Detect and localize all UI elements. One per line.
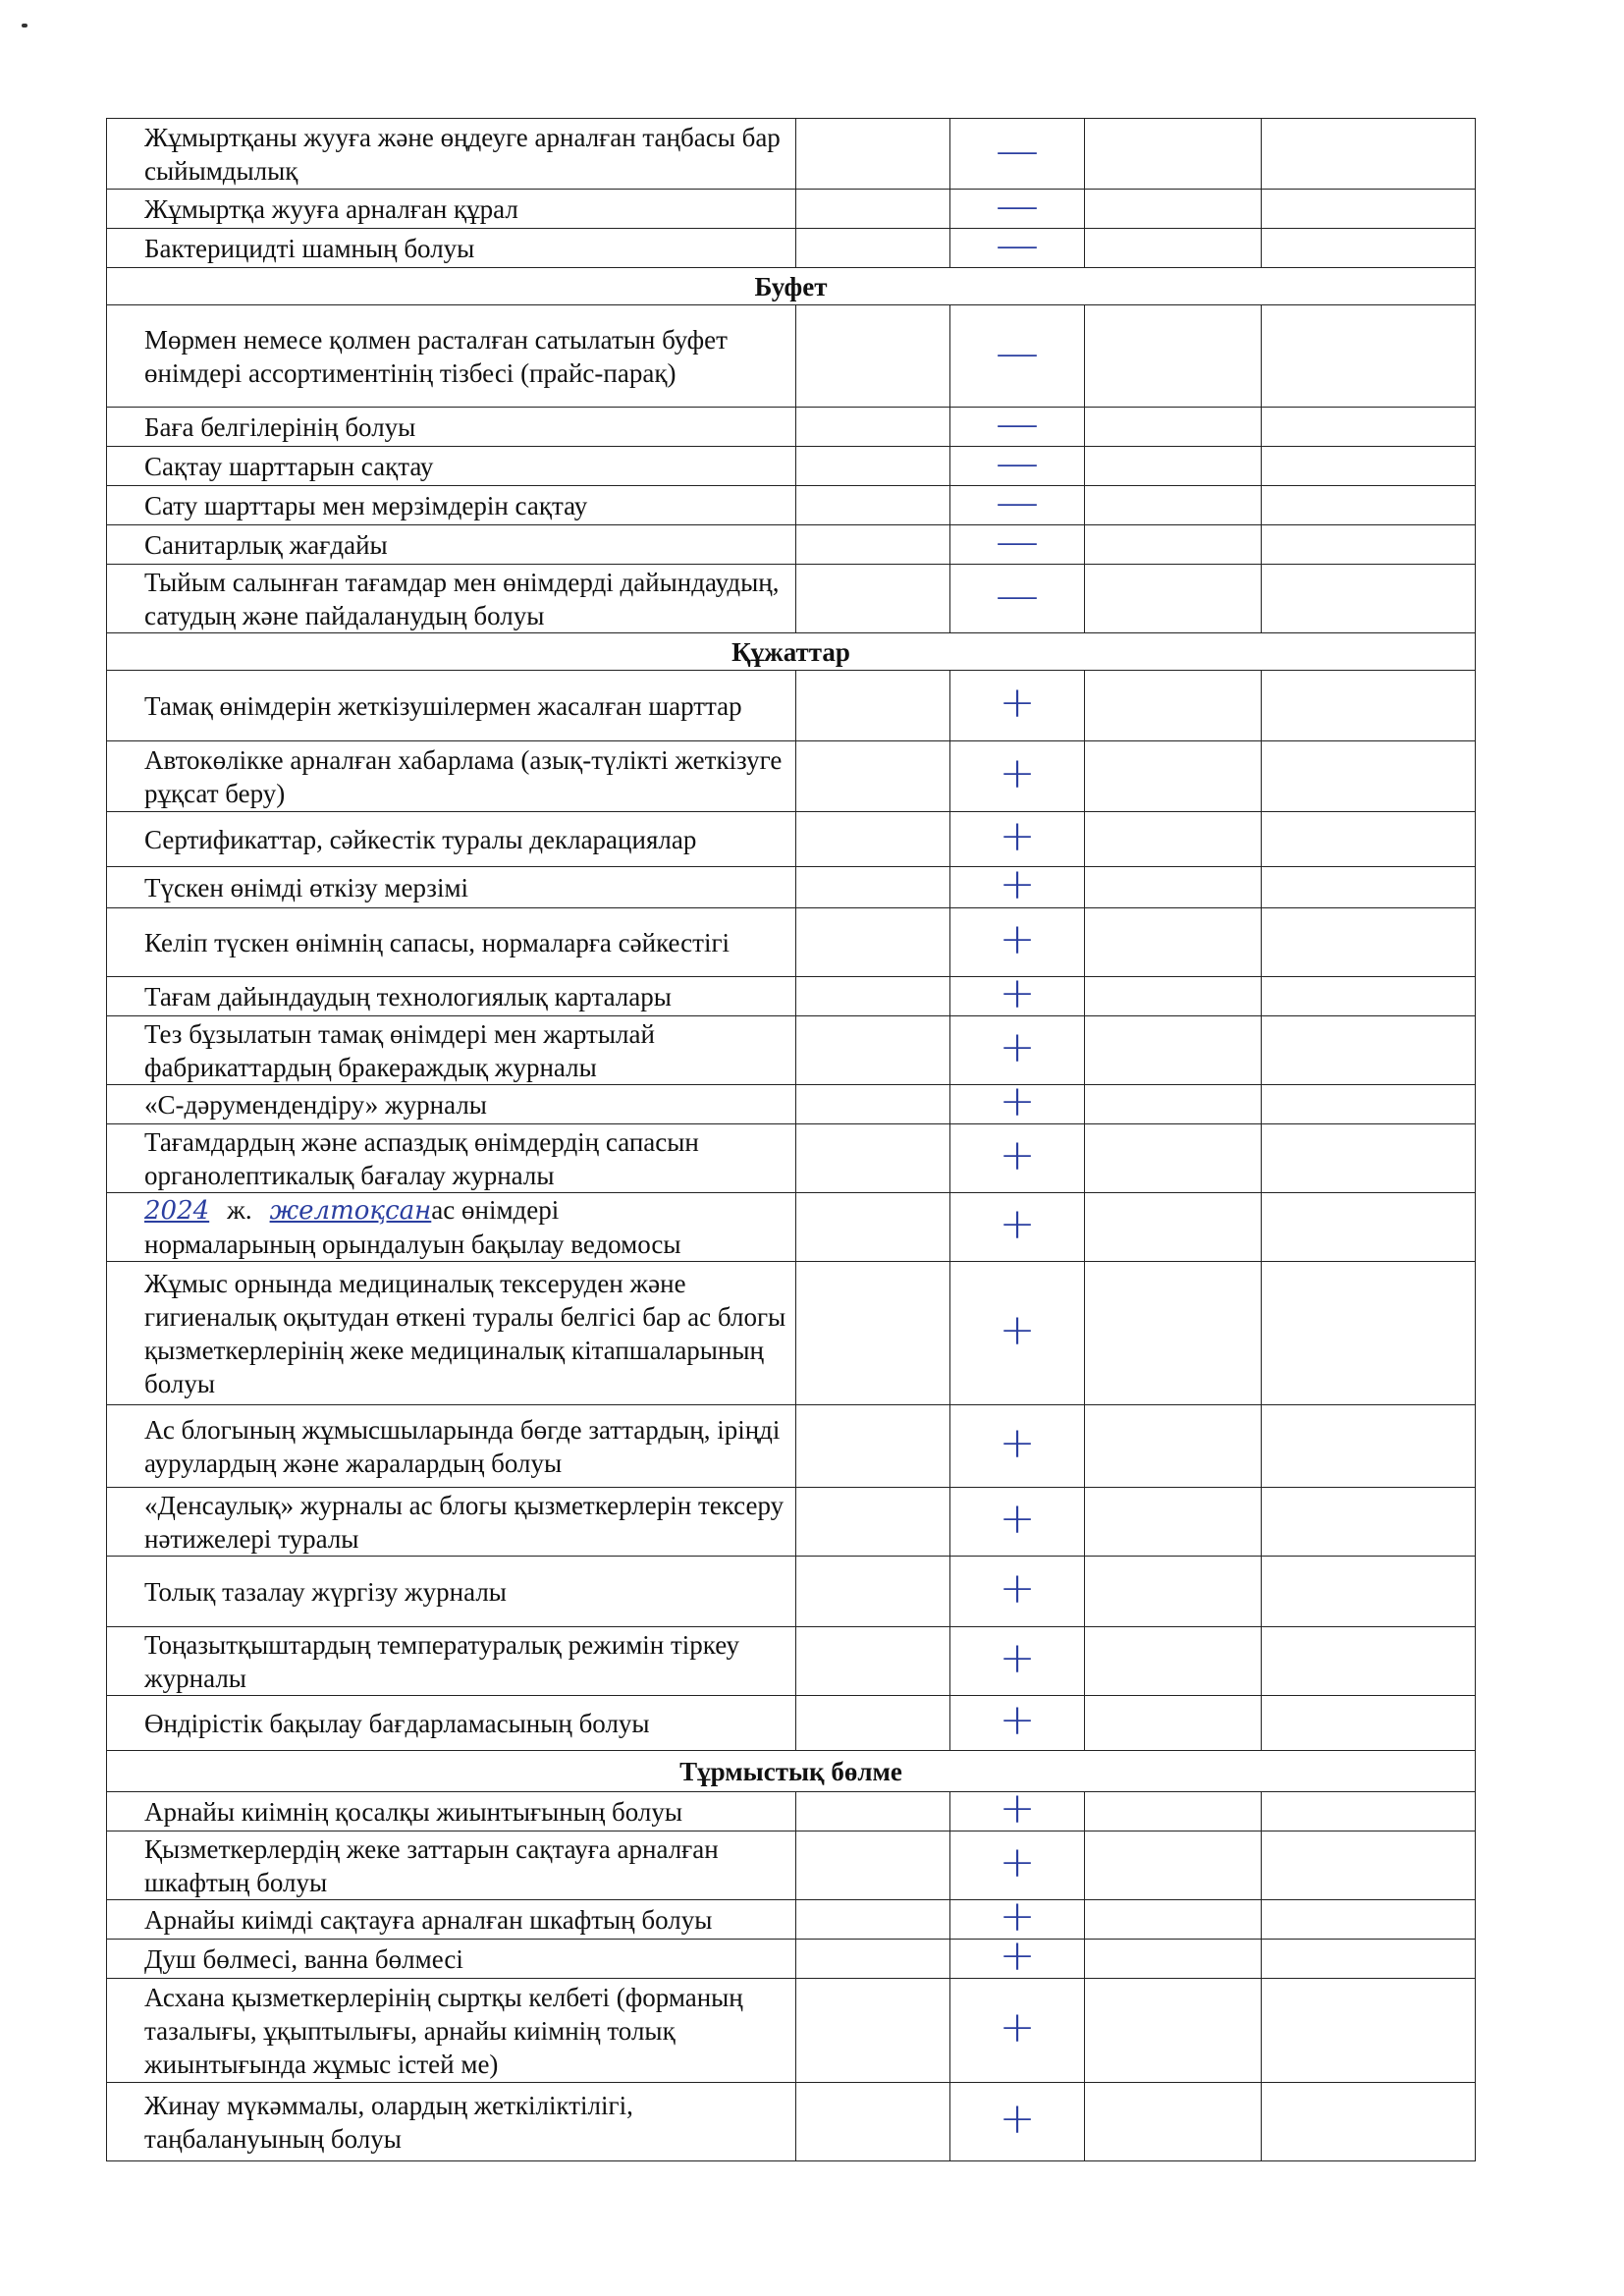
criterion-text: Тамақ өнімдерін жеткізушілермен жасалған шарттар — [107, 671, 796, 741]
empty-cell — [796, 1262, 950, 1405]
empty-cell — [1085, 1696, 1262, 1751]
empty-cell — [1262, 525, 1476, 565]
empty-cell — [796, 1696, 950, 1751]
empty-cell — [796, 119, 950, 190]
handwritten-mark: + — [999, 1783, 1036, 1833]
empty-cell — [1085, 741, 1262, 812]
empty-cell — [1262, 1124, 1476, 1193]
empty-cell — [796, 1792, 950, 1831]
empty-cell — [1262, 1831, 1476, 1900]
handwritten-mark-cell — [950, 859, 1085, 909]
table-row — [107, 1488, 1476, 1557]
table-row — [107, 1193, 1476, 1262]
year-suffix: ж. — [227, 1195, 252, 1225]
table-row — [107, 1557, 1476, 1627]
empty-cell — [1262, 977, 1476, 1016]
table-row — [107, 447, 1476, 486]
empty-cell — [1085, 1405, 1262, 1488]
handwritten-mark: — — [996, 517, 1039, 567]
criterion-text: Санитарлық жағдайы — [107, 525, 796, 565]
empty-cell — [796, 1557, 950, 1627]
empty-cell — [1262, 1979, 1476, 2083]
empty-cell — [796, 1016, 950, 1085]
empty-cell — [1085, 1085, 1262, 1124]
empty-cell — [796, 1940, 950, 1979]
empty-cell — [1085, 908, 1262, 977]
criterion-text: «С-дәрумендендіру» журналы — [107, 1085, 796, 1124]
handwritten-mark: + — [999, 1076, 1036, 1126]
empty-cell — [1085, 1792, 1262, 1831]
empty-cell — [1262, 1085, 1476, 1124]
empty-cell — [1085, 1488, 1262, 1557]
empty-cell — [1262, 486, 1476, 525]
empty-cell — [796, 671, 950, 741]
table-row — [107, 1792, 1476, 1831]
empty-cell — [1262, 447, 1476, 486]
handwritten-mark: — — [996, 220, 1039, 270]
handwritten-mark-cell — [950, 1076, 1085, 1126]
criterion-text: Өндірістік бақылау бағдарламасының болуы — [107, 1696, 796, 1751]
date-row-text-line2: нормаларының орындалуын бақылау ведомосы — [144, 1230, 681, 1259]
handwritten-mark-cell — [950, 741, 1085, 812]
empty-cell — [1262, 1557, 1476, 1627]
empty-cell — [1085, 565, 1262, 633]
empty-cell — [796, 1900, 950, 1940]
section-title: Құжаттар — [107, 633, 1476, 671]
empty-cell — [1085, 1900, 1262, 1940]
table-row — [107, 1940, 1476, 1979]
section-title: Тұрмыстық бөлме — [107, 1751, 1476, 1792]
empty-cell — [1262, 565, 1476, 633]
criterion-text: Автокөлікке арналған хабарлама (азық-түлікті жеткізуге рұқсат беру) — [107, 741, 796, 812]
empty-cell — [1262, 1193, 1476, 1262]
empty-cell — [796, 305, 950, 408]
criterion-text: Тағамдардың және аспаздық өнімдердің сапасын органолептикалық бағалау журналы — [107, 1124, 796, 1193]
empty-cell — [796, 741, 950, 812]
handwritten-mark: + — [999, 914, 1036, 964]
handwritten-mark: + — [999, 1418, 1036, 1468]
handwritten-mark-cell — [950, 1783, 1085, 1833]
criterion-text: Арнайы киімді сақтауға арналған шкафтың болуы — [107, 1900, 796, 1940]
empty-cell — [1262, 190, 1476, 229]
handwritten-mark: — — [996, 477, 1039, 527]
handwritten-mark-cell — [950, 1831, 1085, 1900]
handwritten-mark-cell — [950, 908, 1085, 977]
handwritten-mark: + — [999, 748, 1036, 798]
empty-cell — [1085, 119, 1262, 190]
empty-cell — [1262, 812, 1476, 867]
table-row — [107, 1979, 1476, 2083]
handwritten-mark: + — [999, 2002, 1036, 2052]
handwritten-month: желтоқсан — [269, 1196, 432, 1226]
empty-cell — [796, 525, 950, 565]
handwritten-mark: + — [999, 1305, 1036, 1355]
empty-cell — [1085, 1193, 1262, 1262]
criterion-text: Бактерицидті шамның болуы — [107, 229, 796, 268]
handwritten-mark-cell — [950, 1627, 1085, 1696]
empty-cell — [1085, 1016, 1262, 1085]
empty-cell — [796, 1488, 950, 1557]
table-row — [107, 486, 1476, 525]
empty-cell — [796, 812, 950, 867]
handwritten-mark: — — [996, 438, 1039, 488]
criterion-text: Ас блогының жұмысшыларында бөгде заттардың, іріңді аурулардың және жаралардың болуы — [107, 1405, 796, 1488]
table-row — [107, 1085, 1476, 1124]
table-row — [107, 977, 1476, 1016]
criterion-text: Тез бұзылатын тамақ өнімдері мен жартылай фабрикаттардың бракераждық журналы — [107, 1016, 796, 1085]
empty-cell — [796, 447, 950, 486]
empty-cell — [1085, 2083, 1262, 2161]
handwritten-mark: + — [999, 811, 1036, 861]
handwritten-mark: + — [999, 1891, 1036, 1941]
handwritten-mark: + — [999, 1633, 1036, 1683]
empty-cell — [1085, 486, 1262, 525]
criterion-text: Душ бөлмесі, ванна бөлмесі — [107, 1940, 796, 1979]
handwritten-mark-cell — [950, 1262, 1085, 1405]
empty-cell — [796, 908, 950, 977]
criterion-text: Мөрмен немесе қолмен расталған сатылатын буфет өнімдері ассортиментінің тізбесі (прайс-парақ) — [107, 305, 796, 408]
handwritten-mark: — — [996, 328, 1039, 378]
criterion-text: Түскен өнімді өткізу мерзімі — [107, 867, 796, 908]
table-row — [107, 408, 1476, 447]
table-row — [107, 671, 1476, 741]
criterion-text: Жұмыртқаны жууға және өңдеуге арналған таңбасы бар сыйымдылық — [107, 119, 796, 190]
empty-cell — [796, 486, 950, 525]
empty-cell — [796, 408, 950, 447]
handwritten-mark: + — [999, 1837, 1036, 1887]
handwritten-mark-cell — [950, 1488, 1085, 1557]
table-row — [107, 908, 1476, 977]
handwritten-mark: + — [999, 1022, 1036, 1072]
handwritten-mark: + — [999, 1931, 1036, 1981]
handwritten-mark: — — [996, 399, 1039, 449]
empty-cell — [796, 1831, 950, 1900]
empty-cell — [1085, 1627, 1262, 1696]
criterion-text: Келіп түскен өнімнің сапасы, нормаларға сәйкестігі — [107, 908, 796, 977]
criterion-text: Тоңазытқыштардың температуралық режимін тіркеу журналы — [107, 1627, 796, 1696]
handwritten-mark-cell — [950, 1405, 1085, 1488]
empty-cell — [796, 867, 950, 908]
criterion-text: «Денсаулық» журналы ас блогы қызметкерлерін тексеру нәтижелері туралы — [107, 1488, 796, 1557]
handwritten-mark-cell — [950, 305, 1085, 408]
handwritten-mark-cell — [950, 2083, 1085, 2161]
handwritten-mark-cell — [950, 517, 1085, 567]
empty-cell — [796, 565, 950, 633]
empty-cell — [1262, 408, 1476, 447]
table-row — [107, 1124, 1476, 1193]
date-row-text-after: ас өнімдері — [431, 1195, 560, 1225]
criterion-text: Тыйым салынған тағамдар мен өнімдерді дайындаудың, сатудың және пайдаланудың болуы — [107, 565, 796, 633]
empty-cell — [1262, 1696, 1476, 1751]
table-row — [107, 1262, 1476, 1405]
empty-cell — [796, 229, 950, 268]
empty-cell — [796, 1193, 950, 1262]
table-row — [107, 525, 1476, 565]
handwritten-mark: + — [999, 1199, 1036, 1249]
handwritten-mark-cell — [950, 1124, 1085, 1193]
handwritten-mark-cell — [950, 1931, 1085, 1981]
table-row — [107, 1696, 1476, 1751]
empty-cell — [1262, 671, 1476, 741]
criterion-text: Сақтау шарттарын сақтау — [107, 447, 796, 486]
empty-cell — [1262, 867, 1476, 908]
empty-cell — [1262, 741, 1476, 812]
handwritten-mark: + — [999, 678, 1036, 728]
empty-cell — [1085, 447, 1262, 486]
empty-cell — [796, 1124, 950, 1193]
empty-cell — [1262, 1405, 1476, 1488]
empty-cell — [796, 1979, 950, 2083]
handwritten-mark: — — [996, 126, 1039, 176]
handwritten-mark-cell — [950, 1193, 1085, 1262]
empty-cell — [1262, 908, 1476, 977]
empty-cell — [1262, 1900, 1476, 1940]
empty-cell — [1262, 229, 1476, 268]
criterion-text: Жинау мүкәммалы, олардың жеткіліктілігі, таңбалануының болуы — [107, 2083, 796, 2161]
table-row — [107, 867, 1476, 908]
empty-cell — [1262, 119, 1476, 190]
scan-speck — [22, 24, 27, 27]
handwritten-mark-cell — [950, 119, 1085, 190]
handwritten-mark-cell — [950, 1979, 1085, 2083]
criterion-text: Арнайы киімнің қосалқы жиынтығының болуы — [107, 1792, 796, 1831]
empty-cell — [1262, 1016, 1476, 1085]
empty-cell — [1262, 1627, 1476, 1696]
table-row — [107, 812, 1476, 867]
handwritten-mark-cell — [950, 1557, 1085, 1627]
table-row — [107, 119, 1476, 190]
handwritten-mark: + — [999, 1494, 1036, 1544]
empty-cell — [796, 1627, 950, 1696]
section-title: Буфет — [107, 268, 1476, 305]
empty-cell — [1085, 671, 1262, 741]
criterion-text: Жұмыс орнында медициналық тексеруден және гигиеналық оқытудан өткені туралы белгісі бар ас блогы қызметкерлерінің жеке медициналық кітапшаларының болуы — [107, 1262, 796, 1405]
criterion-text: Қызметкерлердің жеке заттарын сақтауға арналған шкафтың болуы — [107, 1831, 796, 1900]
criterion-text-date-row — [107, 1193, 796, 1262]
empty-cell — [1085, 190, 1262, 229]
section-header-row — [107, 268, 1476, 305]
handwritten-mark: + — [999, 1695, 1036, 1745]
handwritten-mark-cell — [950, 1016, 1085, 1085]
empty-cell — [796, 190, 950, 229]
table-row — [107, 1627, 1476, 1696]
empty-cell — [1085, 812, 1262, 867]
criterion-text: Тағам дайындаудың технологиялық карталары — [107, 977, 796, 1016]
empty-cell — [1085, 1831, 1262, 1900]
table-row — [107, 229, 1476, 268]
empty-cell — [1085, 1940, 1262, 1979]
section-header-row — [107, 633, 1476, 671]
table-row — [107, 1016, 1476, 1085]
handwritten-mark: + — [999, 1563, 1036, 1613]
empty-cell — [1085, 305, 1262, 408]
table-row — [107, 1900, 1476, 1940]
empty-cell — [796, 2083, 950, 2161]
empty-cell — [1085, 1124, 1262, 1193]
empty-cell — [1085, 1557, 1262, 1627]
criterion-text: Жұмыртқа жууға арналған құрал — [107, 190, 796, 229]
table-row — [107, 305, 1476, 408]
empty-cell — [1262, 1262, 1476, 1405]
handwritten-mark: + — [999, 859, 1036, 909]
table-row — [107, 1405, 1476, 1488]
table-row — [107, 565, 1476, 633]
empty-cell — [796, 977, 950, 1016]
handwritten-mark-cell — [950, 565, 1085, 633]
empty-cell — [1262, 1940, 1476, 1979]
criterion-text: Сертификаттар, сәйкестік туралы декларациялар — [107, 812, 796, 867]
empty-cell — [1262, 1792, 1476, 1831]
handwritten-year: 2024 — [144, 1196, 210, 1226]
table-row — [107, 1831, 1476, 1900]
handwritten-mark: — — [996, 571, 1039, 621]
criterion-text: Толық тазалау жүргізу журналы — [107, 1557, 796, 1627]
criterion-text: Баға белгілерінің болуы — [107, 408, 796, 447]
criterion-text: Асхана қызметкерлерінің сыртқы келбеті (форманың тазалығы, ұқыптылығы, арнайы киімнің толық жиынтығында жұмыс істей ме) — [107, 1979, 796, 2083]
empty-cell — [1085, 525, 1262, 565]
handwritten-mark: — — [996, 181, 1039, 231]
criterion-text: Сату шарттары мен мерзімдерін сақтау — [107, 486, 796, 525]
table-row — [107, 741, 1476, 812]
table-row — [107, 190, 1476, 229]
handwritten-mark-cell — [950, 1696, 1085, 1751]
empty-cell — [1262, 2083, 1476, 2161]
table-row — [107, 2083, 1476, 2161]
section-header-row — [107, 1751, 1476, 1792]
empty-cell — [796, 1405, 950, 1488]
empty-cell — [1085, 867, 1262, 908]
empty-cell — [796, 1085, 950, 1124]
checklist-table — [106, 118, 1476, 2161]
handwritten-mark: + — [999, 968, 1036, 1018]
handwritten-mark: + — [999, 2094, 1036, 2144]
handwritten-mark: + — [999, 1130, 1036, 1180]
empty-cell — [1085, 229, 1262, 268]
empty-cell — [1085, 1979, 1262, 2083]
empty-cell — [1085, 408, 1262, 447]
empty-cell — [1262, 305, 1476, 408]
handwritten-mark-cell — [950, 671, 1085, 741]
empty-cell — [1085, 1262, 1262, 1405]
handwritten-mark-cell — [950, 968, 1085, 1018]
empty-cell — [1085, 977, 1262, 1016]
empty-cell — [1262, 1488, 1476, 1557]
handwritten-mark-cell — [950, 220, 1085, 270]
